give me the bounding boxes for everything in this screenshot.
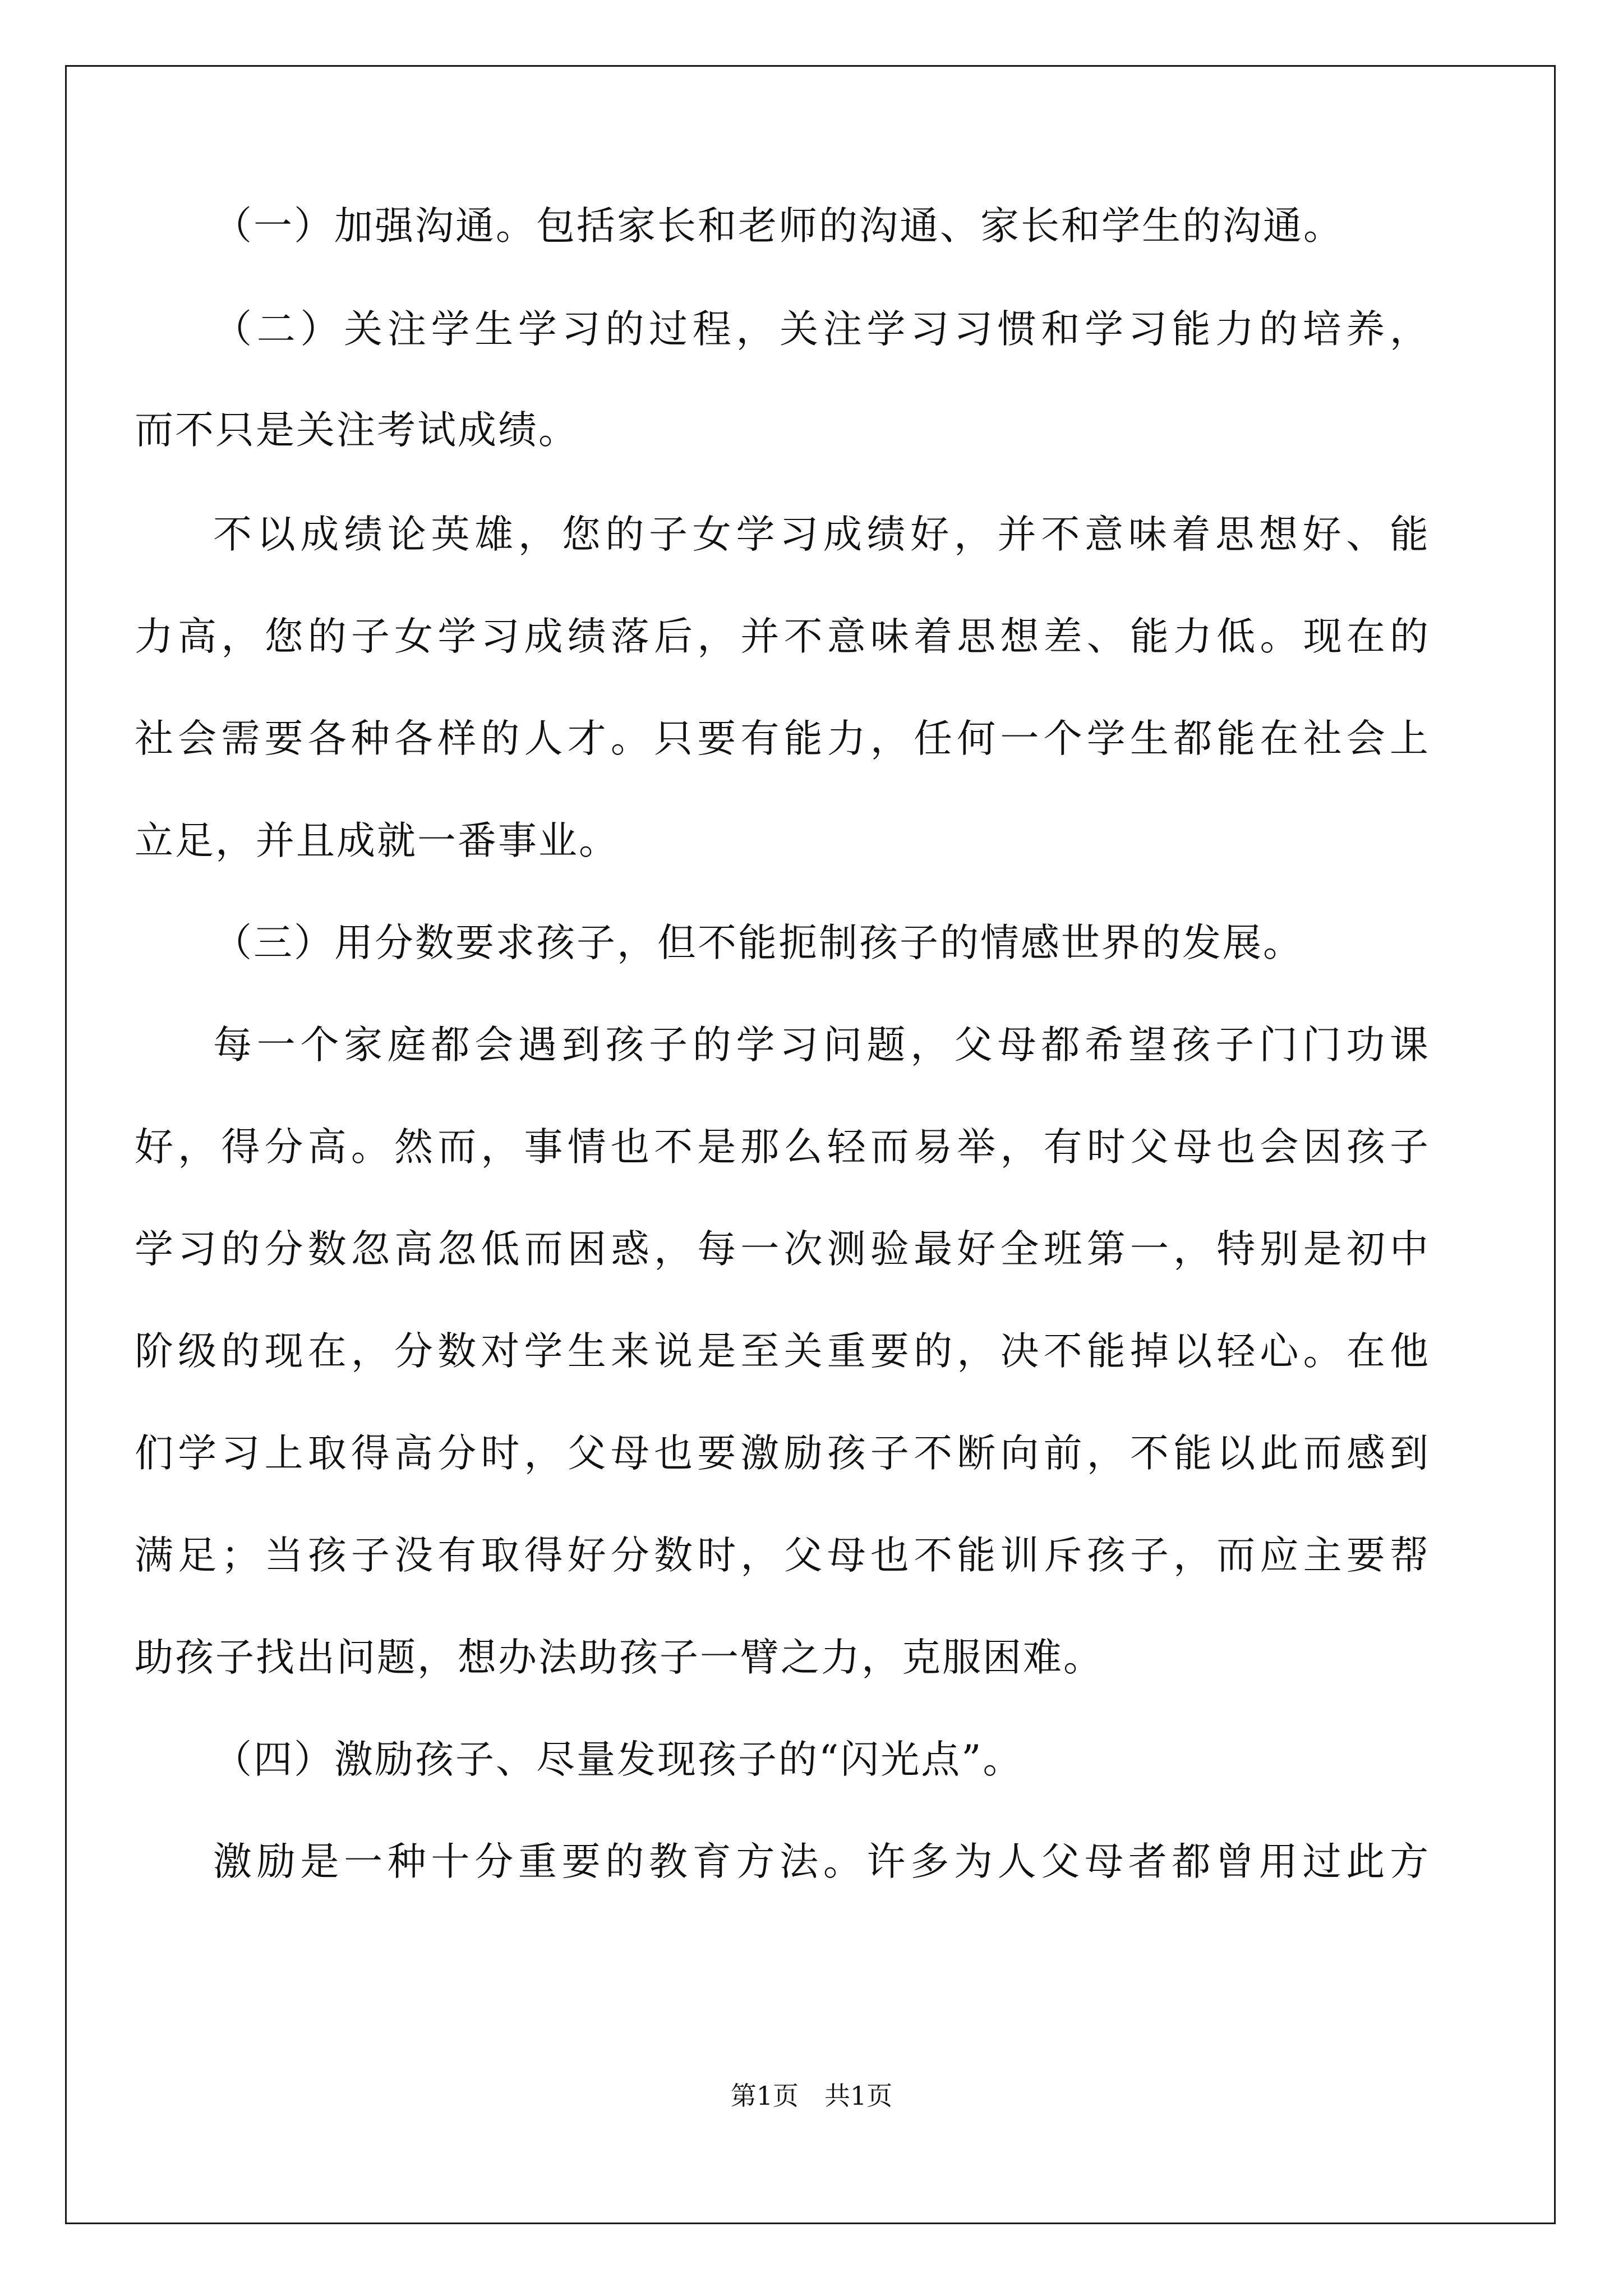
- text-line: （二）关注学生学习的过程，关注学习习惯和学习能力的培养，: [213, 307, 1430, 352]
- text-line: 满足；当孩子没有取得好分数时，父母也不能训斥孩子，而应主要帮: [135, 1533, 1430, 1578]
- text-line: 而不只是关注考试成绩。: [135, 408, 579, 453]
- text-line: （四）激励孩子、尽量发现孩子的“闪光点”。: [213, 1737, 1023, 1782]
- text-line: 激励是一种十分重要的教育方法。许多为人父母者都曾用过此方: [213, 1839, 1430, 1884]
- text-line: （三）用分数要求孩子，但不能扼制孩子的情感世界的发展。: [213, 921, 1303, 965]
- text-line: 不以成绩论英雄，您的子女学习成绩好，并不意味着思想好、能: [213, 512, 1430, 557]
- text-line: 好，得分高。然而，事情也不是那么轻而易举，有时父母也会因孩子: [135, 1125, 1430, 1170]
- page-number: 第1页 共1页: [730, 2081, 893, 2111]
- text-line: 们学习上取得高分时，父母也要激励孩子不断向前，不能以此而感到: [135, 1431, 1430, 1476]
- text-line: 助孩子找出问题，想办法助孩子一臂之力，克服困难。: [135, 1635, 1104, 1680]
- text-line: 每一个家庭都会遇到孩子的学习问题，父母都希望孩子门门功课: [213, 1023, 1430, 1068]
- text-line: 力高，您的子女学习成绩落后，并不意味着思想差、能力低。现在的: [135, 614, 1430, 659]
- text-line: 社会需要各种各样的人才。只要有能力，任何一个学生都能在社会上: [135, 716, 1430, 761]
- text-line: 学习的分数忽高忽低而困惑，每一次测验最好全班第一，特别是初中: [135, 1227, 1430, 1272]
- text-line: 立足，并且成就一番事业。: [135, 818, 619, 863]
- text-line: （一）加强沟通。包括家长和老师的沟通、家长和学生的沟通。: [213, 204, 1344, 249]
- text-line: 阶级的现在，分数对学生来说是至关重要的，决不能掉以轻心。在他: [135, 1329, 1430, 1374]
